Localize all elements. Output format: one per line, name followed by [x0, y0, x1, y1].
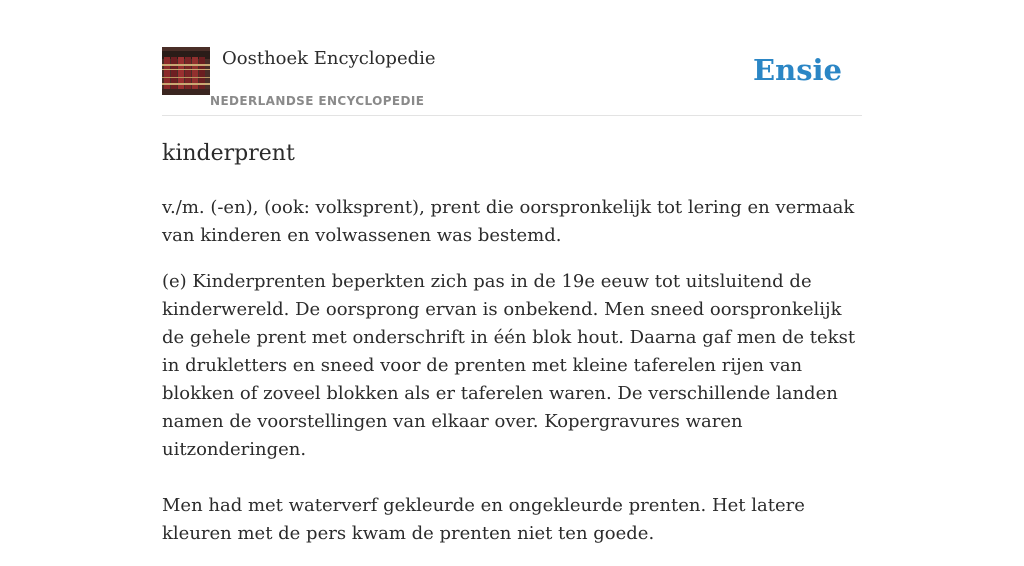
- site-subtitle: NEDERLANDSE ENCYCLOPEDIE: [210, 94, 425, 108]
- entry-content: [162, 138, 862, 566]
- site-title-link[interactable]: Oosthoek Encyclopedie: [222, 48, 436, 69]
- site-header: [162, 44, 862, 116]
- entry-definition: v./m. (-en), (ook: volksprent), prent die oorspronkelijk tot lering en vermaak van kinderen en volwassenen was bestemd.: [162, 197, 855, 246]
- entry-paragraph: Men had met waterverf gekleurde en ongekleurde prenten. Het latere kleuren met de pers kwam de prenten niet ten goede.: [162, 495, 805, 544]
- brand-logo-link[interactable]: Ensie: [753, 53, 842, 87]
- encyclopedia-books-icon[interactable]: [162, 47, 210, 95]
- entry-title: kinderprent: [162, 141, 295, 166]
- entry-paragraph: (e) Kinderprenten beperkten zich pas in de 19e eeuw tot uitsluitend de kinderwereld. De oorsprong ervan is onbekend. Men sneed oorspronkelijk de gehele prent met onderschrift in één blok hout. Daarna gaf men de tekst in drukletters en sneed voor de prenten met kleine taferelen rijen van blokken of zoveel blokken als er taferelen waren. De verschillende landen namen de voorstellingen van elkaar over. Kopergravures waren uitzonderingen.: [162, 271, 856, 460]
